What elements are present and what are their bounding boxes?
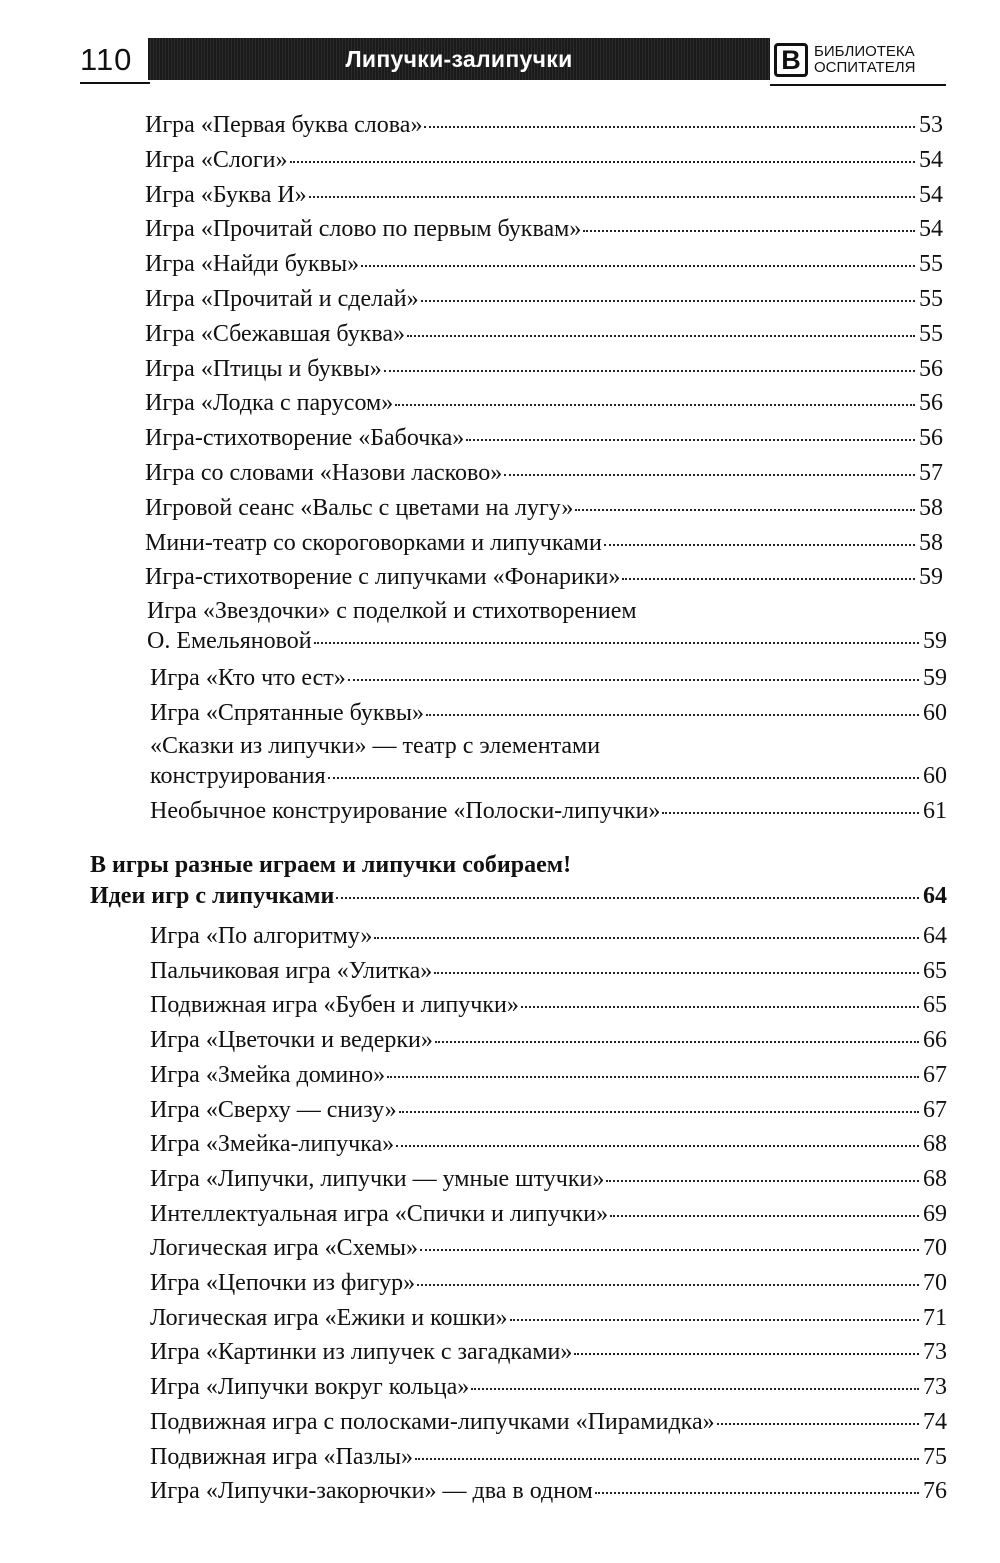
toc-entry-title: Игра «Змейка домино» (150, 1061, 386, 1088)
toc-entry (145, 560, 943, 594)
dot-leader (424, 126, 915, 128)
toc-entry-page: 60 (923, 763, 947, 789)
dot-leader (384, 370, 915, 372)
toc-entry-page: 68 (923, 1165, 947, 1192)
toc-entry-title: Подвижная игра «Бубен и липучки» (150, 992, 519, 1019)
dot-leader (314, 642, 919, 644)
toc-entry-title: конструирования (150, 763, 326, 789)
toc-entry (150, 988, 947, 1022)
dot-leader (420, 1249, 919, 1251)
toc-entry-title: Игра «Птицы и буквы» (145, 355, 382, 382)
dot-leader (610, 1215, 919, 1217)
toc-entry-title: Мини-театр со скороговорками и липучками (145, 529, 602, 556)
dot-leader (575, 509, 915, 511)
toc-entry (145, 421, 943, 455)
toc-entry (150, 1335, 947, 1369)
toc-entry-page: 68 (923, 1131, 947, 1158)
toc-entry-title: Игра «Цепочки из фигур» (150, 1270, 416, 1296)
dot-leader (521, 1006, 919, 1008)
toc-entry (150, 954, 947, 988)
dot-leader (434, 972, 919, 974)
toc-entry-page: 59 (923, 628, 947, 654)
toc-entry (150, 1440, 947, 1474)
toc-entry (150, 1162, 947, 1196)
dot-leader (407, 335, 915, 337)
dot-leader (595, 1492, 919, 1494)
section-heading-page: 64 (923, 883, 947, 909)
dot-leader (395, 404, 915, 406)
toc-entry (150, 919, 947, 953)
toc-entry-page: 57 (919, 460, 943, 486)
toc-entry (150, 794, 947, 828)
toc-entry-title: Пальчиковая игра «Улитка» (150, 957, 433, 984)
toc-entry-multiline (147, 624, 947, 658)
toc-entry (150, 1197, 947, 1231)
toc-entry-page: 76 (923, 1478, 947, 1505)
toc-entry-page: 59 (923, 665, 947, 691)
dot-leader (290, 161, 916, 163)
toc-entry (150, 661, 947, 695)
toc-entry-title: Игра со словами «Назови ласково» (145, 460, 503, 486)
toc-entry-page: 67 (923, 1061, 947, 1088)
dot-leader (421, 300, 915, 302)
toc-entry-title: Игра-стихотворение с липучками «Фонарики» (145, 564, 621, 591)
toc-entry-page: 54 (919, 146, 943, 173)
dot-leader (348, 679, 919, 681)
toc-entry (150, 1058, 947, 1092)
toc-entry-title: Игровой сеанс «Вальс с цветами на лугу» (145, 494, 574, 521)
toc-entry-title: Игра «Сверху — снизу» (150, 1096, 397, 1123)
toc-entry-page: 54 (919, 216, 943, 243)
toc-entry (145, 282, 943, 316)
toc-entry-title: Игра «Липучки, липучки — умные штучки» (150, 1165, 605, 1192)
toc-entry-page: 70 (923, 1235, 947, 1262)
toc-entry-page: 74 (923, 1408, 947, 1435)
dot-leader (717, 1423, 919, 1425)
dot-leader (309, 196, 915, 198)
toc-entry-title: Игра «Прочитай слово по первым буквам» (145, 216, 582, 243)
toc-entry-page: 69 (923, 1200, 947, 1227)
toc-entry (150, 696, 947, 730)
toc-entry-title: Игра «Слоги» (145, 146, 288, 173)
dot-leader (604, 544, 915, 546)
toc-entry (145, 178, 943, 212)
dot-leader (426, 714, 919, 716)
toc-entry (150, 1301, 947, 1335)
toc-entry (145, 247, 943, 281)
toc-entry-page: 56 (919, 425, 943, 452)
toc-entry-page: 54 (919, 181, 943, 208)
section-heading-title: Идеи игр с липучками (90, 883, 335, 909)
dot-leader (466, 439, 915, 441)
dot-leader (662, 812, 919, 814)
toc-entry-title: Игра «Цветочки и ведерки» (150, 1027, 433, 1054)
toc-entry-title: Игра «Найди буквы» (145, 251, 360, 278)
toc-entry-title: Игра «Липучки-закорючки» — два в одном (150, 1478, 593, 1505)
toc-entry-title: О. Емельяновой (147, 628, 312, 654)
dot-leader (361, 265, 915, 267)
toc-entry-title: Игра «Кто что ест» (150, 665, 346, 691)
page-number: 110 (80, 38, 150, 82)
dot-leader (387, 1076, 919, 1078)
toc-entry-page: 71 (923, 1304, 947, 1331)
toc-entry-title: Интеллектуальная игра «Спички и липучки» (150, 1200, 609, 1227)
toc-entry (145, 317, 943, 351)
toc-entry-page: 64 (923, 923, 947, 949)
dot-leader (622, 578, 915, 580)
toc-entry-page: 55 (919, 286, 943, 312)
toc-entry-title: Игра «Прочитай и сделай» (145, 286, 419, 312)
toc-entry-title: Игра «Лодка с парусом» (145, 390, 394, 417)
toc-entry (145, 212, 943, 246)
toc-entry-title: Логическая игра «Схемы» (150, 1235, 419, 1262)
toc-entry-page: 70 (923, 1270, 947, 1296)
toc-entry (145, 143, 943, 177)
toc-entry-title: Логическая игра «Ежики и кошки» (150, 1304, 508, 1331)
dot-leader (328, 777, 919, 779)
toc-entry (145, 491, 943, 525)
toc-entry-page: 61 (923, 798, 947, 824)
toc-entry-page: 56 (919, 390, 943, 417)
toc-entry-title: Необычное конструирование «Полоски-липучки» (150, 798, 661, 824)
section-heading-line1: В игры разные играем и липучки собираем! (90, 852, 572, 878)
toc-entry (150, 1093, 947, 1127)
toc-entry-title: Игра «Спрятанные буквы» (150, 699, 425, 726)
dot-leader (396, 1145, 919, 1147)
toc-entry-page: 53 (919, 112, 943, 138)
dot-leader (374, 937, 919, 939)
toc-entry-title: Игра «По алгоритму» (150, 923, 373, 949)
dot-leader (504, 474, 915, 476)
dot-leader (417, 1284, 919, 1286)
toc-entry (150, 1474, 947, 1508)
toc-entry-multiline (150, 759, 947, 793)
toc-entry-title: Игра «Змейка-липучка» (150, 1131, 395, 1158)
toc-entry (145, 526, 943, 560)
series-logo-line2: ОСПИТАТЕЛЯ (814, 59, 916, 76)
toc-entry-page: 55 (919, 251, 943, 278)
toc-entry-page: 58 (919, 529, 943, 556)
toc-entry-title: Подвижная игра с полосками-липучками «Пирамидка» (150, 1408, 715, 1435)
toc-entry-page: 60 (923, 699, 947, 726)
dot-leader (471, 1388, 919, 1390)
toc-entry-page: 65 (923, 957, 947, 984)
book-title: Липучки-залипучки (345, 45, 573, 72)
toc-entry (150, 1266, 947, 1300)
series-logo-line1: БИБЛИОТЕКА (814, 43, 915, 60)
toc-entry-page: 55 (919, 320, 943, 347)
toc-entry-title: Игра «Буква И» (145, 181, 307, 208)
dot-leader (435, 1041, 919, 1043)
section-heading (90, 879, 947, 913)
toc-entry-page: 65 (923, 992, 947, 1019)
toc-entry-page: 59 (919, 564, 943, 591)
toc-entry (145, 108, 943, 142)
toc-entry (150, 1127, 947, 1161)
toc-entry-page: 67 (923, 1096, 947, 1123)
toc-entry-page: 66 (923, 1027, 947, 1054)
toc-entry-page: 73 (923, 1374, 947, 1401)
toc-entry-page: 75 (923, 1443, 947, 1470)
toc-entry-title: Игра «Первая буква слова» (145, 112, 423, 138)
toc-entry-title: Игра-стихотворение «Бабочка» (145, 425, 465, 452)
toc-entry (150, 1370, 947, 1404)
dot-leader (583, 230, 915, 232)
toc-entry-title: Игра «Сбежавшая буква» (145, 320, 406, 347)
dot-leader (510, 1319, 919, 1321)
toc-entry (150, 1023, 947, 1057)
dot-leader (606, 1180, 919, 1182)
toc-entry (150, 1231, 947, 1265)
toc-entry-page: 56 (919, 355, 943, 382)
series-logo-letter: В (774, 43, 808, 77)
toc-entry (145, 386, 943, 420)
toc-entry (145, 352, 943, 386)
toc-entry-multiline-line1: Игра «Звездочки» с поделкой и стихотворением (147, 598, 637, 624)
dot-leader (336, 897, 919, 899)
toc-entry-page: 58 (919, 494, 943, 521)
dot-leader (415, 1458, 919, 1460)
toc-entry-title: Подвижная игра «Пазлы» (150, 1443, 414, 1470)
dot-leader (399, 1111, 919, 1113)
dot-leader (574, 1353, 919, 1355)
toc-entry (150, 1405, 947, 1439)
toc-entry-title: Игра «Картинки из липучек с загадками» (150, 1339, 573, 1366)
toc-entry-title: Игра «Липучки вокруг кольца» (150, 1374, 470, 1401)
toc-entry-page: 73 (923, 1339, 947, 1366)
toc-entry (145, 456, 943, 490)
toc-entry-multiline-line1: «Сказки из липучки» — театр с элементами (150, 733, 601, 759)
